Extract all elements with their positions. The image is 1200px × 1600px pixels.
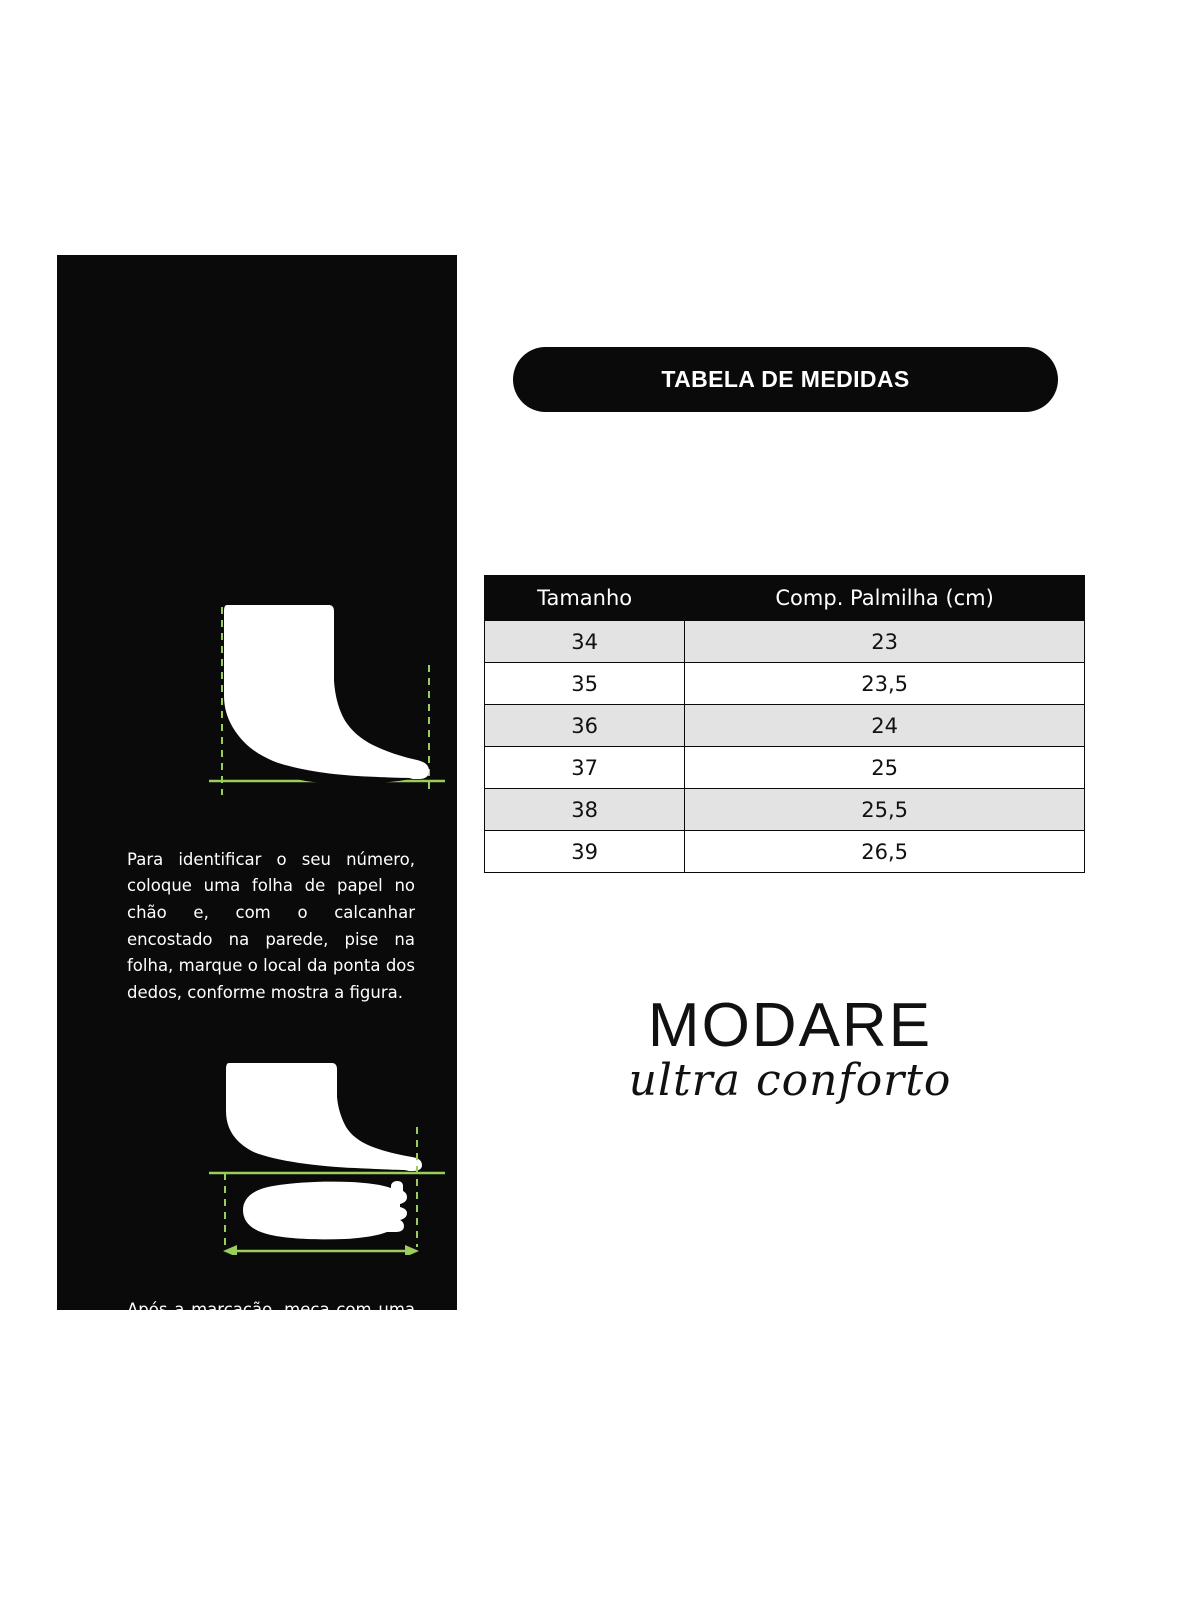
cell-size: 39 — [485, 831, 685, 873]
cell-length: 26,5 — [685, 831, 1085, 873]
foot-measure-figure — [57, 1055, 457, 1255]
brand-tagline: ultra conforto — [628, 1055, 952, 1106]
table-row — [485, 705, 1085, 747]
table-body — [485, 621, 1085, 873]
cell-length: 25 — [685, 747, 1085, 789]
instructions-panel — [57, 255, 457, 1453]
table-row — [485, 789, 1085, 831]
cell-length: 23,5 — [685, 663, 1085, 705]
instruction-step-2-text: Após a marcação, meça com uma régua, obtendo em centímetros o tamanho do seu pé. Para um tênis de corrida, recomenda-se uma folga de 1cm para evitar lesão na ponta dos dedos. — [127, 1299, 415, 1453]
cell-size: 36 — [485, 705, 685, 747]
cell-size: 35 — [485, 663, 685, 705]
cell-length: 24 — [685, 705, 1085, 747]
cell-length: 25,5 — [685, 789, 1085, 831]
table-row — [485, 621, 1085, 663]
cell-size: 38 — [485, 789, 685, 831]
table-row — [485, 663, 1085, 705]
table-header-row — [485, 576, 1085, 621]
table-header — [485, 576, 1085, 621]
foot-shape — [224, 605, 429, 779]
column-header-insole-length: Comp. Palmilha (cm) — [685, 576, 1085, 621]
cell-length: 23 — [685, 621, 1085, 663]
instruction-step-1-text: Para identificar o seu número, coloque uma folha de papel no chão e, com o calcanhar encostado na parede, pise na folha, marque o local da ponta dos dedos, conforme mostra a figura. — [127, 849, 415, 1003]
brand-logo — [545, 991, 1035, 1140]
cell-size: 37 — [485, 747, 685, 789]
size-chart-table — [484, 575, 1085, 873]
measurements-title-banner — [513, 347, 1058, 412]
table-row — [485, 747, 1085, 789]
cell-size: 34 — [485, 621, 685, 663]
brand-name: MODARE — [647, 991, 933, 1060]
page-title: TABELA DE MEDIDAS — [661, 366, 910, 392]
table-row — [485, 831, 1085, 873]
foot-side-view-figure — [57, 595, 457, 815]
column-header-size: Tamanho — [485, 576, 685, 621]
foot-top-shape — [243, 1181, 407, 1239]
measure-arrow-left — [223, 1245, 237, 1255]
